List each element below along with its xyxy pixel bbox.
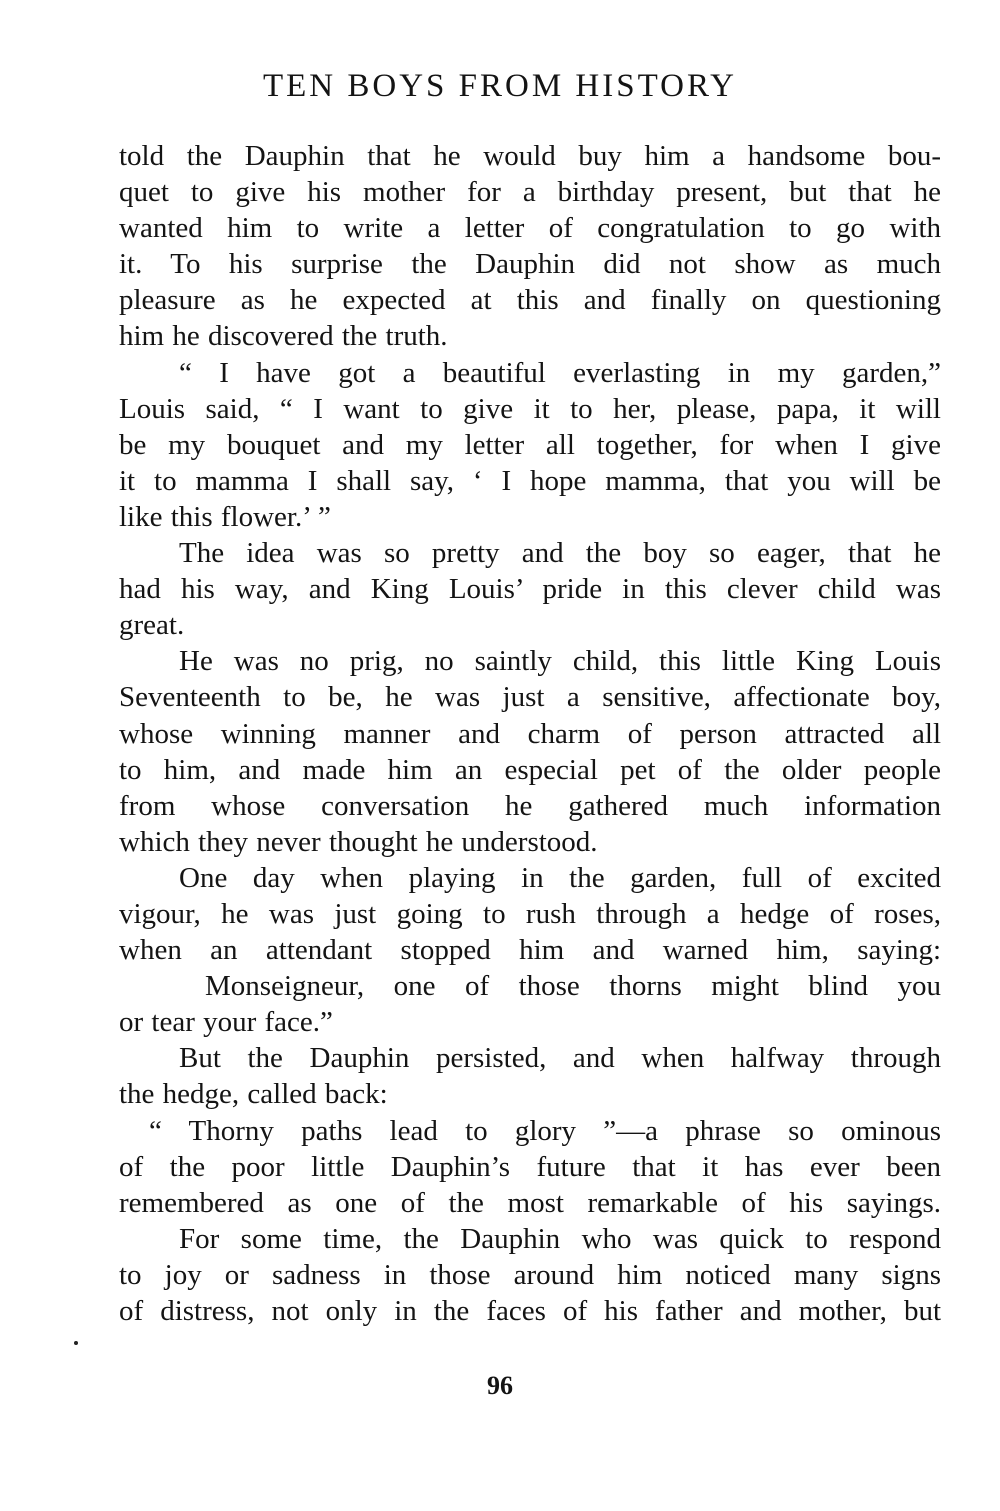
text-line: when an attendant stopped him and warned him, saying: <box>119 934 941 967</box>
text-line: or tear your face.” <box>119 1006 333 1039</box>
text-line: Monseigneur, one of those thorns might blind you <box>205 970 941 1003</box>
text-line: to joy or sadness in those around him noticed many signs <box>119 1258 941 1291</box>
body-text <box>119 138 941 1329</box>
text-line: which they never thought he understood. <box>119 825 598 858</box>
text-line: like this flower.’ ” <box>119 500 331 533</box>
text-line: be my bouquet and my letter all together, for when I give <box>119 428 941 461</box>
text-line: to him, and made him an especial pet of the older people <box>119 753 941 786</box>
text-line: of distress, not only in the faces of his father and mother, but <box>119 1295 941 1327</box>
margin-dot-mark <box>74 1341 78 1345</box>
text-line: vigour, he was just going to rush through a hedge of roses, <box>119 897 941 930</box>
text-line: Louis said, “ I want to give it to her, please, papa, it will <box>119 392 941 425</box>
text-line: great. <box>119 609 185 642</box>
text-line: whose winning manner and charm of person attracted all <box>119 717 941 750</box>
text-line: it to mamma I shall say, ‘ I hope mamma, that you will be <box>119 464 941 497</box>
running-head: TEN BOYS FROM HISTORY <box>262 68 738 104</box>
text-line: had his way, and King Louis’ pride in this clever child was <box>119 573 941 606</box>
text-line: the hedge, called back: <box>119 1078 388 1111</box>
text-line: But the Dauphin persisted, and when halfway through <box>179 1042 941 1075</box>
text-line: pleasure as he expected at this and finally on questioning <box>119 284 941 317</box>
text-line: told the Dauphin that he would buy him a handsome bou- <box>119 140 941 172</box>
text-line: from whose conversation he gathered much information <box>119 789 941 822</box>
text-line: One day when playing in the garden, full of excited <box>179 861 941 894</box>
text-line: “ I have got a beautiful everlasting in my garden,” <box>179 356 941 389</box>
text-line: it. To his surprise the Dauphin did not show as much <box>119 248 941 281</box>
text-line: “ Thorny paths lead to glory ”—a phrase so ominous <box>149 1114 941 1147</box>
text-line: wanted him to write a letter of congratulation to go with <box>119 212 941 245</box>
text-line: remembered as one of the most remarkable of his sayings. <box>119 1186 941 1219</box>
text-line: quet to give his mother for a birthday present, but that he <box>119 176 941 209</box>
text-line: For some time, the Dauphin who was quick to respond <box>179 1222 941 1255</box>
text-line: of the poor little Dauphin’s future that it has ever been <box>119 1150 941 1183</box>
page-number: 96 <box>487 1371 513 1400</box>
text-line: He was no prig, no saintly child, this little King Louis <box>179 645 941 678</box>
text-line: him he discovered the truth. <box>119 320 448 353</box>
text-line: Seventeenth to be, he was just a sensitive, affectionate boy, <box>119 681 941 714</box>
text-line: The idea was so pretty and the boy so eager, that he <box>179 537 941 570</box>
